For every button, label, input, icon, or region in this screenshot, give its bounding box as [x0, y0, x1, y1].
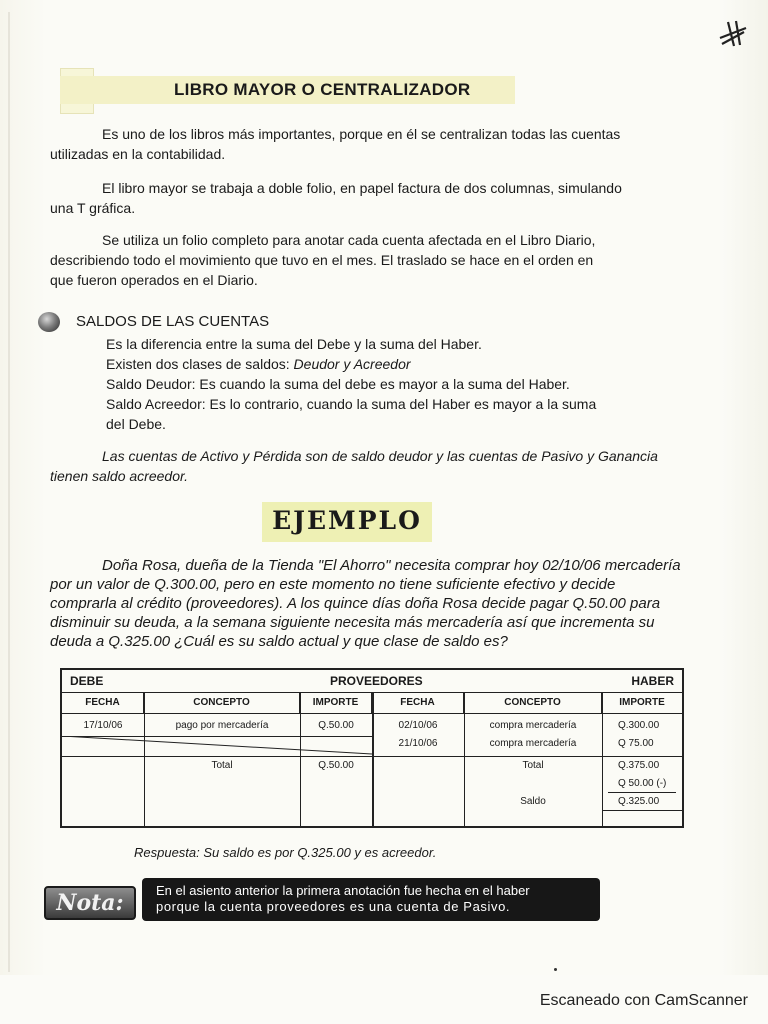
page-title: LIBRO MAYOR O CENTRALIZADOR	[174, 80, 471, 99]
accounts-note-line: Las cuentas de Activo y Pérdida son de saldo deudor y las cuentas de Pasivo y Ganancia	[102, 448, 658, 464]
ledger-haber-label: HABER	[631, 674, 674, 688]
example-line: comprarla al crédito (proveedores). A los quince días doña Rosa decide pagar Q.50.00 para	[50, 595, 661, 612]
ledger-account-name: PROVEEDORES	[330, 674, 423, 688]
paragraph-line: utilizadas en la contabilidad.	[50, 146, 226, 162]
example-line: deuda a Q.325.00 ¿Cuál es su saldo actual y que clase de saldo es?	[50, 633, 508, 650]
paragraph-line: una T gráfica.	[50, 200, 136, 216]
debe-concepto: pago por mercadería	[175, 720, 269, 731]
answer-text: Respuesta: Su saldo es por Q.325.00 y es acreedor.	[134, 845, 437, 860]
paragraph-line: El libro mayor se trabaja a doble folio, en papel factura de dos columnas, simulando	[102, 180, 622, 196]
ledger-center-divider	[372, 692, 374, 826]
example-label: EJEMPLO	[272, 506, 422, 535]
paragraph-line: Se utiliza un folio completo para anotar cada cuenta afectada en el Libro Diario,	[102, 232, 596, 248]
saldo-label: Saldo	[520, 796, 546, 807]
paragraph-line: Es uno de los libros más importantes, porque en él se centralizan todas las cuentas	[102, 126, 621, 142]
nota-box	[142, 878, 600, 921]
saldos-definitions	[106, 334, 716, 434]
ledger-col-header: IMPORTE	[300, 692, 372, 714]
nota-badge: Nota:	[44, 886, 136, 920]
haber-fecha: 21/10/06	[398, 738, 438, 749]
example-problem	[50, 556, 730, 651]
haber-concepto: compra mercadería	[489, 720, 577, 731]
saldos-line	[106, 354, 716, 374]
debe-fecha: 17/10/06	[83, 720, 123, 731]
ledger-col-header: CONCEPTO	[464, 692, 602, 714]
saldos-line: Es la diferencia entre la suma del Debe y la suma del Haber.	[106, 336, 482, 352]
saldos-types: Deudor y Acreedor	[293, 356, 411, 372]
accounts-note-line: tienen saldo acreedor.	[50, 468, 189, 484]
debe-importe: Q.50.00	[318, 720, 354, 731]
camscanner-watermark: Escaneado con CamScanner	[539, 992, 748, 1009]
corner-scribble-icon	[716, 18, 750, 48]
example-line: por un valor de Q.300.00, pero en este momento no tiene suficiente efectivo y decide	[50, 576, 616, 593]
ledger-col-header: FECHA	[372, 692, 464, 714]
example-line: disminuir su deuda, a la semana siguiente necesita más mercadería así que incrementa su	[50, 614, 655, 631]
saldo-value: Q.325.00	[618, 796, 660, 807]
paragraph-line: describiendo todo el movimiento que tuvo en el mes. El traslado se hace en el orden en	[50, 252, 594, 268]
ledger-debe-label: DEBE	[70, 674, 104, 688]
paragraph-line: que fueron operados en el Diario.	[50, 272, 258, 288]
debe-total-label: Total	[211, 760, 233, 771]
ledger-total-line	[62, 756, 682, 757]
haber-concepto: compra mercadería	[489, 738, 577, 749]
haber-importe: Q 75.00	[618, 738, 654, 749]
paragraph-2	[50, 178, 730, 218]
ledger-cancel-line	[62, 736, 372, 756]
haber-fecha: 02/10/06	[398, 720, 438, 731]
saldos-line: del Debe.	[106, 416, 166, 432]
saldos-line: Saldo Acreedor: Es lo contrario, cuando la suma del Haber es mayor a la suma	[106, 396, 597, 412]
scan-speck	[554, 968, 557, 971]
section-heading: SALDOS DE LAS CUENTAS	[76, 313, 270, 330]
saldo-rule	[608, 792, 676, 793]
ledger-t-account	[60, 668, 684, 828]
page-edge-mark	[8, 12, 10, 972]
ledger-col-header: FECHA	[62, 692, 144, 714]
ledger-divider	[300, 692, 301, 826]
accounts-note	[50, 446, 730, 486]
haber-minus: Q 50.00 (-)	[618, 778, 667, 789]
ledger-col-header: IMPORTE	[602, 692, 682, 714]
ledger-divider	[602, 692, 603, 826]
debe-total: Q.50.00	[318, 760, 354, 771]
haber-importe: Q.300.00	[618, 720, 660, 731]
bullet-sphere-icon	[38, 312, 60, 332]
paragraph-1	[50, 124, 730, 164]
ledger-divider	[144, 692, 145, 826]
ledger-col-header: CONCEPTO	[144, 692, 300, 714]
haber-total-label: Total	[522, 760, 544, 771]
saldo-underline	[602, 810, 682, 811]
nota-line: En el asiento anterior la primera anotación fue hecha en el haber	[156, 883, 530, 898]
nota-line: porque la cuenta proveedores es una cuenta de Pasivo.	[156, 899, 511, 914]
ledger-header	[62, 670, 682, 693]
haber-total: Q.375.00	[618, 760, 660, 771]
saldos-line: Saldo Deudor: Es cuando la suma del debe es mayor a la suma del Haber.	[106, 376, 570, 392]
paragraph-3	[50, 230, 730, 290]
saldos-line-text: Existen dos clases de saldos:	[106, 356, 294, 372]
example-line: Doña Rosa, dueña de la Tienda "El Ahorro" necesita comprar hoy 02/10/06 mercadería	[102, 557, 681, 574]
